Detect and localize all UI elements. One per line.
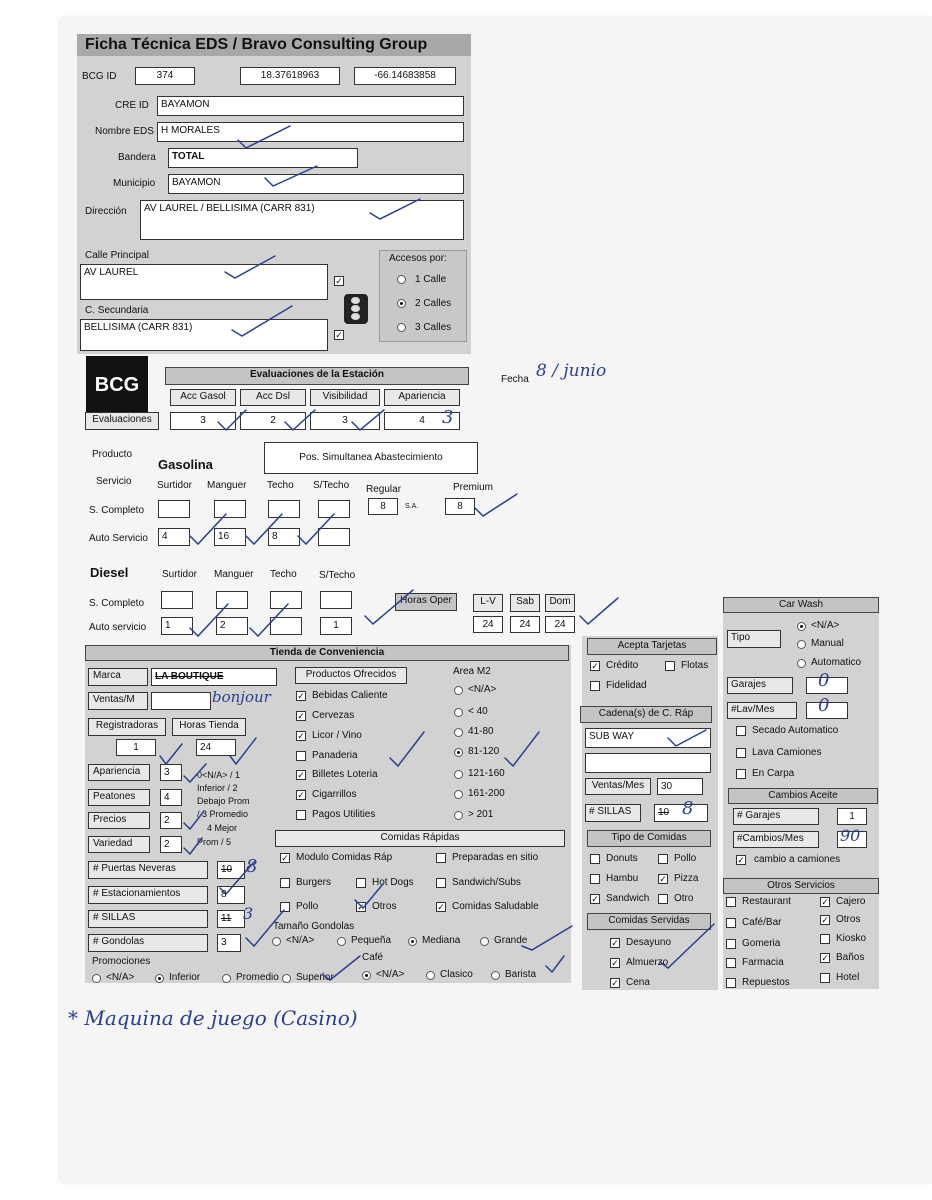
eval-apariencia-handwritten: 3 [442,407,454,428]
eval-col-visibilidad: Visibilidad [310,389,380,406]
tamano-peque-a-label: Pequeña [351,935,392,946]
area-40-label: < 40 [468,706,488,717]
area-161-200-label: 161-200 [468,788,505,799]
precios-field[interactable]: 2 [160,812,182,829]
eval-col-apariencia: Apariencia [384,389,460,406]
peatones-field[interactable]: 4 [160,789,182,806]
dsl-sc-manguer[interactable] [216,591,248,609]
gas-s-completo-label: S. Completo [89,505,145,516]
dsl-s-completo-label: S. Completo [89,598,145,609]
car-wash-secado-automatico-label: Secado Automatico [752,725,839,736]
cre-id-label: CRE ID [115,100,149,111]
gas-sc-surtidor[interactable] [158,500,190,518]
area-41-80-radio[interactable] [454,728,463,737]
tarjeta-cr-dito-checkbox[interactable]: ✓ [591,661,599,671]
producto-cigarrillos-checkbox[interactable]: ✓ [297,790,305,800]
promo-superior-radio[interactable] [282,974,291,983]
premium-label: Premium [453,482,494,493]
horas-oper-label: Horas Oper [395,593,457,611]
longitude-field[interactable]: -66.14683858 [354,67,456,85]
direccion-field[interactable]: AV LAUREL / BELLISIMA (CARR 831) [140,200,464,240]
comida-rapida-comidas-saludable-label: Comidas Saludable [452,901,539,912]
gas-col-surtidor: Surtidor [157,480,193,491]
comida-rapida-pollo-label: Pollo [296,901,319,912]
cadena-ventas-field[interactable]: 30 [657,778,703,795]
area-41-80-label: 41-80 [468,726,494,737]
promo-promedio-label: Promedio [236,972,279,983]
cadena-sillas-label: # SILLAS [585,804,641,822]
calle-principal-field[interactable]: AV LAUREL [80,264,328,300]
regular-field[interactable]: 8 [368,498,398,515]
tipo-comida-donuts-label: Donuts [606,853,638,864]
promo-inferior-label: Inferior [169,972,201,983]
area-201-label: > 201 [468,809,494,820]
tamano-n-a-radio[interactable] [272,937,281,946]
acceso-2-radio[interactable] [397,299,406,308]
tarjeta-flotas-checkbox[interactable] [665,661,675,671]
dsl-col-manguer: Manguer [214,569,254,580]
area-81-120-label: 81-120 [468,746,500,757]
tarjeta-cr-dito-label: Crédito [606,660,639,671]
comida-rapida-otros-checkbox[interactable]: ✓ [357,902,365,912]
comidas-rapidas-title: Comidas Rápidas [275,830,565,847]
producto-licor-vino-checkbox[interactable]: ✓ [297,731,305,741]
dsl-auto-techo[interactable] [270,617,302,635]
otro-servicio-restaurant-label: Restaurant [742,896,791,907]
otro-servicio-hotel-label: Hotel [836,972,860,983]
bcg-id-field[interactable]: 374 [135,67,195,85]
cadena-sillas-handwritten: 8 [682,798,694,819]
scale-line-2: Inferior / 2 [197,783,238,793]
comida-rapida-modulo-comidas-r-p-label: Modulo Comidas Ráp [296,852,393,863]
tipo-comida-hambu-label: Hambu [606,873,639,884]
traffic-light-icon [344,294,368,324]
producto-cervezas-label: Cervezas [312,710,355,721]
producto-bebidas-caliente-label: Bebidas Caliente [312,690,388,701]
car-wash-en-carpa-label: En Carpa [752,768,795,779]
cadena-ventas-label: Ventas/Mes [585,778,651,795]
area-n-a-radio[interactable] [454,686,463,695]
aceite-garajes-field[interactable]: 1 [837,808,867,825]
producto-billetes-loteria-checkbox[interactable]: ✓ [297,770,305,780]
dsl-col-techo: Techo [270,569,297,580]
precios-label: Precios [88,812,150,829]
cafe-label: Café [362,952,384,963]
comida-rapida-sandwich-subs-checkbox[interactable] [436,878,446,888]
car-wash-tipo-label: Tipo [727,630,781,648]
car-wash-garajes-handwritten: 0 [818,670,830,691]
cadena-sillas-field[interactable]: 10 [654,804,708,822]
lav-mes-handwritten: 0 [818,695,830,716]
area-81-120-radio[interactable] [454,748,463,757]
cafe-barista-label: Barista [505,969,537,980]
otro-servicio-caf-bar-checkbox[interactable] [726,918,736,928]
tienda-title: Tienda de Conveniencia [85,645,569,661]
puertas-neveras-field[interactable]: 10 [217,861,245,879]
bandera-label: Bandera [118,152,156,163]
comida-rapida-preparadas-en-sitio-label: Preparadas en sitio [452,852,539,863]
otro-servicio-restaurant-checkbox[interactable] [726,897,736,907]
form-title-bar [77,34,471,56]
evaluaciones-row-label: Evaluaciones [85,412,159,430]
peatones-label: Peatones [88,789,150,806]
otro-servicio-caf-bar-label: Café/Bar [742,917,782,928]
marca-field[interactable]: LA BOUTIQUE [151,668,277,686]
tamano-mediana-label: Mediana [422,935,461,946]
comida-rapida-burgers-label: Burgers [296,877,332,888]
direccion-label: Dirección [85,206,127,217]
horas-lv-field[interactable]: 24 [473,616,503,633]
gas-auto-manguer[interactable]: 16 [214,528,246,546]
car-wash-en-carpa-checkbox[interactable] [736,769,746,779]
eval-col-acc-dsl: Acc Dsl [240,389,306,406]
gas-auto-label: Auto Servicio [89,533,148,544]
latitude-field[interactable]: 18.37618963 [240,67,340,85]
comida-rapida-modulo-comidas-r-p-checkbox[interactable]: ✓ [281,853,289,863]
lav-mes-label: #Lav/Mes [727,702,797,719]
horas-tienda-label: Horas Tienda [172,718,246,736]
scale-line-4: / 3 Promedio [197,809,249,819]
cafe-n-a-radio[interactable] [362,971,371,980]
car-wash-tipo-n-a-label: <N/A> [811,620,840,631]
otro-servicio-ba-os-checkbox[interactable]: ✓ [821,953,829,963]
promo-n-a-label: <N/A> [106,972,135,983]
otro-servicio-cajero-label: Cajero [836,896,866,907]
promo-n-a-radio[interactable] [92,974,101,983]
producto-panaderia-label: Panaderia [312,750,358,761]
area-121-160-radio[interactable] [454,770,463,779]
area-40-radio[interactable] [454,708,463,717]
car-wash-lava-camiones-checkbox[interactable] [736,748,746,758]
cafe-clasico-label: Clasico [440,969,473,980]
gondolas-field[interactable]: 3 [217,934,241,952]
scale-line-6: Prom / 5 [197,837,232,847]
servicio-label: Servicio [96,476,132,487]
variedad-field[interactable]: 2 [160,836,182,853]
tipo-comida-otro-checkbox[interactable] [658,894,668,904]
tamano-peque-a-radio[interactable] [337,937,346,946]
tipo-comida-otro-label: Otro [674,893,694,904]
bcg-logo: BCG [86,356,148,414]
otro-servicio-gomeria-checkbox[interactable] [726,939,736,949]
calle-secundaria-checkbox[interactable]: ✓ [335,330,343,340]
tipo-comida-pollo-checkbox[interactable] [658,854,668,864]
fecha-label: Fecha [501,374,529,385]
eval-acc-gasol-field[interactable]: 3 [170,412,236,430]
comida-rapida-preparadas-en-sitio-checkbox[interactable] [436,853,446,863]
marca-label: Marca [88,668,148,686]
producto-pagos-utilities-checkbox[interactable] [296,810,306,820]
fecha-handwritten: 8 / junio [536,361,607,381]
gas-col-s-techo: S/Techo [313,480,350,491]
acceso-1-radio[interactable] [397,275,406,284]
calle-secundaria-label: C. Secundaria [85,305,149,316]
cafe-n-a-label: <N/A> [376,969,405,980]
eval-apariencia-field[interactable]: 4 [384,412,460,430]
footer-handwritten-note: * Maquina de juego (Casino) [68,1006,358,1030]
cre-id-field[interactable]: BAYAMON [157,96,464,116]
car-wash-tipo-automatico-label: Automatico [811,657,862,668]
registradoras-label: Registradoras [88,718,166,736]
car-wash-tipo-n-a-radio[interactable] [797,622,806,631]
comida-rapida-hot-dogs-label: Hot Dogs [372,877,414,888]
dsl-col-s-techo: S/Techo [319,570,356,581]
otros-servicios-title: Otros Servicios [723,878,879,894]
comida-servida-desayuno-checkbox[interactable]: ✓ [611,938,619,948]
comida-rapida-pollo-checkbox[interactable] [280,902,290,912]
tipo-comida-sandwich-checkbox[interactable]: ✓ [591,894,599,904]
cafe-clasico-radio[interactable] [426,971,435,980]
promo-promedio-radio[interactable] [222,974,231,983]
bandera-field[interactable]: TOTAL [168,148,358,168]
tamano-mediana-radio[interactable] [408,937,417,946]
accesos-label: Accesos por: [389,253,447,264]
producto-billetes-loteria-label: Billetes Loteria [312,769,378,780]
pos-simultanea-box: Pos. Simultanea Abastecimiento [264,442,478,474]
ventas-label: Ventas/M [88,692,148,710]
gas-sc-techo[interactable] [268,500,300,518]
evaluaciones-title: Evaluaciones de la Estación [165,367,469,385]
comida-rapida-sandwich-subs-label: Sandwich/Subs [452,877,521,888]
gas-auto-surtidor[interactable]: 4 [158,528,190,546]
eval-visibilidad-field[interactable]: 3 [310,412,380,430]
tamano-gondolas-label: Tamaño Gondolas [273,921,355,932]
gas-auto-s-techo[interactable] [318,528,350,546]
car-wash-title: Car Wash [723,597,879,613]
area-161-200-radio[interactable] [454,790,463,799]
otro-servicio-hotel-checkbox[interactable] [820,973,830,983]
cambios-mes-handwritten: 90 [840,826,861,845]
gondolas-label: # Gondolas [88,934,208,952]
tarjeta-fidelidad-label: Fidelidad [606,680,647,691]
otro-servicio-ba-os-label: Baños [836,952,865,963]
otro-servicio-otros-checkbox[interactable]: ✓ [821,915,829,925]
tamano-grande-label: Grande [494,935,528,946]
tipo-comida-pollo-label: Pollo [674,853,697,864]
tamano-grande-radio[interactable] [480,937,489,946]
apariencia-field[interactable]: 3 [160,764,182,781]
dia-dom-label: Dom [545,594,575,612]
area-n-a-label: <N/A> [468,684,497,695]
otro-servicio-repuestos-label: Repuestos [742,977,790,988]
variedad-label: Variedad [88,836,150,853]
area-label: Area M2 [453,666,491,677]
area-201-radio[interactable] [454,811,463,820]
puertas-neveras-label: # Puertas Neveras [88,861,208,879]
otro-servicio-farmacia-checkbox[interactable] [726,958,736,968]
apariencia-label: Apariencia [88,764,150,781]
otro-servicio-farmacia-label: Farmacia [742,957,784,968]
premium-field[interactable]: 8 [445,498,475,515]
sillas-handwritten: 3 [243,904,254,923]
producto-label: Producto [92,449,133,460]
tipo-comida-donuts-checkbox[interactable] [590,854,600,864]
producto-panaderia-checkbox[interactable] [296,751,306,761]
comida-servida-cena-checkbox[interactable]: ✓ [611,978,619,988]
dsl-sc-s-techo[interactable] [320,591,352,609]
scale-line-1: 0<N/A> / 1 [197,770,241,780]
area-121-160-label: 121-160 [468,768,505,779]
sa-arrow-label: S.A. [405,503,419,510]
horas-tienda-field[interactable]: 24 [196,739,236,756]
camiones-label: cambio a camiones [754,854,841,865]
municipio-field[interactable]: BAYAMON [168,174,464,194]
tipo-comida-sandwich-label: Sandwich [606,893,650,904]
otro-servicio-cajero-checkbox[interactable]: ✓ [821,897,829,907]
ventas-field[interactable] [151,692,211,710]
nombre-eds-label: Nombre EDS [95,126,154,137]
tipo-comida-hambu-checkbox[interactable] [590,874,600,884]
dsl-auto-label: Auto servicio [89,622,147,633]
cadena-field-2[interactable] [585,753,711,773]
producto-licor-vino-label: Licor / Vino [312,730,362,741]
calle-secundaria-field[interactable]: BELLISIMA (CARR 831) [80,319,328,351]
gas-col-techo: Techo [267,480,294,491]
eval-acc-dsl-field[interactable]: 2 [240,412,306,430]
comida-servida-desayuno-label: Desayuno [626,937,672,948]
gasolina-title: Gasolina [158,457,213,472]
registradoras-field[interactable]: 1 [116,739,156,756]
tarjeta-fidelidad-checkbox[interactable] [590,681,600,691]
car-wash-tipo-automatico-radio[interactable] [797,659,806,668]
gas-col-manguer: Manguer [207,480,247,491]
estacionamientos-label: # Estacionamientos [88,886,208,904]
comida-servida-almuerzo-label: Almuerzo [626,957,669,968]
ventas-handwritten: bonjour [212,688,271,706]
dsl-col-surtidor: Surtidor [162,569,198,580]
otro-servicio-kiosko-checkbox[interactable] [820,934,830,944]
promo-superior-label: Superior [296,972,334,983]
calle-principal-checkbox[interactable]: ✓ [335,276,343,286]
gas-auto-techo[interactable]: 8 [268,528,300,546]
dsl-auto-manguer[interactable]: 2 [216,617,248,635]
car-wash-secado-automatico-checkbox[interactable] [736,726,746,736]
sillas-field[interactable]: 11 [217,910,245,928]
dsl-auto-surtidor[interactable]: 1 [161,617,193,635]
calle-principal-label: Calle Principal [85,250,149,261]
otro-servicio-gomeria-label: Gomeria [742,938,781,949]
tarjetas-title: Acepta Tarjetas [587,638,717,655]
producto-bebidas-caliente-checkbox[interactable]: ✓ [297,691,305,701]
horas-sab-field[interactable]: 24 [510,616,540,633]
tipo-comida-pizza-label: Pizza [674,873,699,884]
estacionamientos-field[interactable]: 8 [217,886,245,904]
acceso-3-label: 3 Calles [415,322,452,333]
producto-cigarrillos-label: Cigarrillos [312,789,357,800]
comida-servida-almuerzo-checkbox[interactable]: ✓ [611,958,619,968]
gas-sc-s-techo[interactable] [318,500,350,518]
car-wash-tipo-manual-label: Manual [811,638,844,649]
otro-servicio-otros-label: Otros [836,914,861,925]
bcg-id-label: BCG ID [82,71,117,82]
cambios-mes-label: #Cambios/Mes [733,831,819,848]
comida-rapida-otros-label: Otros [372,901,397,912]
producto-cervezas-checkbox[interactable]: ✓ [297,711,305,721]
cadenas-title: Cadena(s) de C. Ráp [580,706,712,723]
form-title: Ficha Técnica EDS / Bravo Consulting Group [85,36,428,53]
dsl-sc-surtidor[interactable] [161,591,193,609]
otro-servicio-repuestos-checkbox[interactable] [726,978,736,988]
productos-title: Productos Ofrecidos [295,667,407,684]
tipo-comida-pizza-checkbox[interactable]: ✓ [659,874,667,884]
car-wash-lava-camiones-label: Lava Camiones [752,747,822,758]
tipo-comidas-title: Tipo de Comidas [587,830,711,847]
scale-line-5: 4 Mejor [207,823,238,833]
acceso-2-label: 2 Calles [415,298,452,309]
nombre-eds-field[interactable]: H MORALES [157,122,464,142]
aceite-garajes-label: # Garajes [733,808,819,825]
promociones-label: Promociones [92,956,151,967]
comida-rapida-hot-dogs-checkbox[interactable] [356,878,366,888]
paper-sheet [60,18,932,1182]
dsl-auto-s-techo[interactable]: 1 [320,617,352,635]
camiones-checkbox[interactable]: ✓ [737,855,745,865]
scale-line-3: Debajo Prom [197,796,250,806]
comida-servida-cena-label: Cena [626,977,650,988]
comidas-servidas-title: Comidas Servidas [587,913,711,930]
tamano-n-a-label: <N/A> [286,935,315,946]
diesel-title: Diesel [90,565,129,580]
car-wash-garajes-label: Garajes [727,677,793,694]
cafe-barista-radio[interactable] [491,971,500,980]
regular-label: Regular [366,484,402,495]
cambios-aceite-title: Cambios Aceite [728,788,878,804]
otro-servicio-kiosko-label: Kiosko [836,933,867,944]
dsl-sc-techo[interactable] [270,591,302,609]
acceso-3-radio[interactable] [397,323,406,332]
tarjeta-flotas-label: Flotas [681,660,709,671]
puertas-neveras-handwritten: 8 [246,856,258,877]
eval-col-acc-gasol: Acc Gasol [170,389,236,406]
sillas-label: # SILLAS [88,910,208,928]
producto-pagos-utilities-label: Pagos Utilities [312,809,376,820]
comida-rapida-burgers-checkbox[interactable] [280,878,290,888]
car-wash-tipo-manual-radio[interactable] [797,640,806,649]
comida-rapida-comidas-saludable-checkbox[interactable]: ✓ [437,902,445,912]
gas-sc-manguer[interactable] [214,500,246,518]
dia-sab-label: Sab [510,594,540,612]
municipio-label: Municipio [113,178,156,189]
acceso-1-label: 1 Calle [415,274,447,285]
cadena-field-1[interactable]: SUB WAY [585,728,711,748]
dia-lv-label: L-V [473,594,503,612]
promo-inferior-radio[interactable] [155,974,164,983]
horas-dom-field[interactable]: 24 [545,616,575,633]
